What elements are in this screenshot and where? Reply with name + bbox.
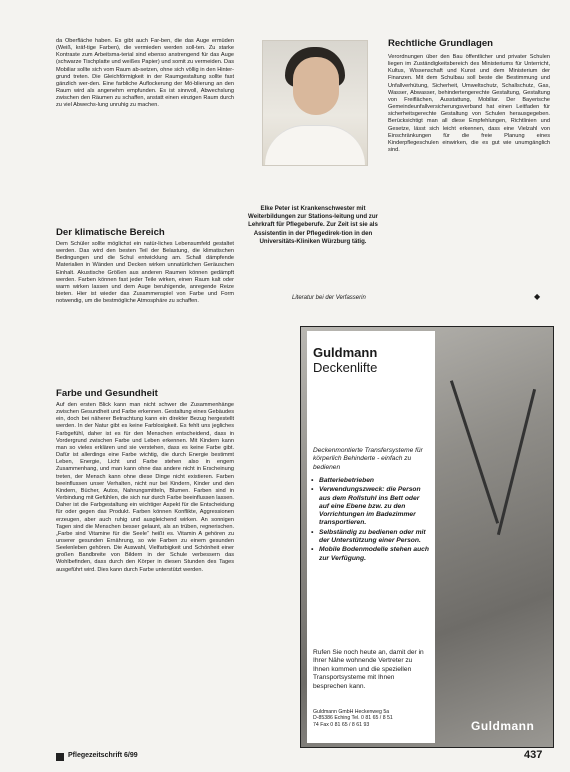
ad-bullet-text: Batteriebetrieben	[319, 477, 375, 484]
bullet-icon: •	[311, 486, 314, 494]
section-heading-klima: Der klimatische Bereich	[56, 227, 165, 238]
ad-brand-name: Guldmann	[313, 345, 378, 360]
recht-text: Verordnungen über den Bau öffentlicher und privater Schulen liegen im Zuständigkeitsbereich des Ministeriums für Unterricht, Kultus, Wissenschaft und Kunst und dem Ministerium der Finanzen. Mit dem Schulbau soll beste die Bestimmung und Unfallverhütung, Sicherheit, Umweltschutz, Schallschutz, Gas, Wasser, Abwasser, behindertengerechte Gestaltung, Gestaltung von Freiflächen, Ausstattung, Mobiliar. Der Bayerische Gemeindeunfallversicherungsverband hat einen Leitfaden für sicherheitsgerechte Gestaltung von Schulen herausgegeben. Berücksichtigt man all diese Empfehlungen, Richtlinien und Gesetze, lässt sich leicht erkennen, dass eine Vielzahl von Einschränkungen für die freie Planung eines Kinderpflegeschulen einwirken, die es gut wie unumgänglich sind.	[388, 54, 550, 154]
heading-recht-block	[388, 38, 550, 49]
photo-shirt	[265, 125, 365, 166]
ad-address: Guldmann GmbH Heckenweg 5a D-85386 Eching Tel. 0 81 65 / 8 51 74 Fax 0 81 65 / 8 61 93	[313, 709, 393, 728]
literature-note: Literatur bei der Verfasserin	[292, 295, 366, 301]
footer-journal: Pflegezeitschrift 6/99	[68, 752, 138, 759]
farbe-text: Auf den ersten Blick kann man nicht schwer die Zusammenhänge zwischen Gesundheit und Farbe erkennen. Gestaltung eines Gebäudes ein, doch bei näherer Betrachtung kann ein direkter Bezug hergestellt werden. In der Natur gibt es keine Farblosigkeit. Es fehlt uns jegliches Farbgefühl, daher ist es für den Menschen entscheidend, dass in Vordergrund zwischen Farbe und Leben erkennen. Mit Kindern kann man so vieles erklären und sie verstehen, dass es keine Farbe gibt. Dafür ist allerdings eine Farbe wichtig, die durch Energie bestimmt Leben, Energie, Licht und Farbe stehen also in engem Zusammenhang, und man kann ohne das andere nicht in Erscheinung treten, der Mensch kann ohne diese Dinge nicht existieren. Farben beeinflussen unser Verhalten, nicht nur bei Kindern, Kinder und den Kindern, Bücher, Autos, Nahrungsmitteln, Blumen. Farben sind in Verbindung mit Gefühlen, die sich nur durch Farbe beeinflussen lassen. Daher ist die Farbgestaltung ein wichtiger Aspekt für die Entscheidung für oder gegen das Produkt. Farben können Konflikte, Aggressionen erzeugen, aber auch ruhig und ausgleichend wirken. An sonnigen Tagen sind die Menschen besser gelaunt, als an trüben, regnerischen. „Farbe sind Vitamine für die Seele“ heißt es. Vitamin A gehören zu unserer gesunden Ernährung, so wie Farben zu einem gesunden Seelenleben gehören. Die Auswahl, Vielfarbigkeit und Schönheit einer großen Bandbreite von Bildern in der Schule verbessern das Wohlbefinden, dass durch den Körper in diesen Stunden des Tages ausgeführt wird. Dies kann durch Farbe unterstützt werden.	[56, 402, 234, 573]
klima-text: Dem Schüler sollte möglichst ein natür-liches Lebensumfeld gestaltet werden. Das wird den besten Teil der Belastung, die klimatischen Bedingungen und die Schul entwicklung am. Schall dämpfende Materialien in Wänden und Decken wirken unnatürlichen Geräuschen Einhalt. Akustische Größen aus anderen Raumen können gedämpft werden. Farben können fast jeder Teile wirken, einen Raum kalt oder warm wirken lassen und dem Auge beruhigende, anregende Reize bieten. Hier ist wieder das Zusammenspiel von Farbe und Form notwendig, um die bestmögliche Atmosphäre zu schaffen.	[56, 241, 234, 305]
ad-bullet-item	[311, 477, 429, 485]
ad-product-name: Deckenlifte	[313, 360, 378, 375]
intro-paragraph	[56, 38, 234, 222]
page-number: 437	[524, 749, 543, 761]
bullet-icon: •	[311, 546, 314, 554]
farbe-paragraph	[56, 402, 234, 742]
bullet-icon: •	[311, 528, 314, 536]
section-heading-farbe: Farbe und Gesundheit	[56, 388, 158, 399]
intro-text: da Oberfläche haben. Es gibt auch Far-ben, die das Auge ermüden (Weiß, kräf-tige Farben), die vermieden werden soll-ten. Zu starke Kontraste zum Arbeitsma-terial sind ebenso anstrengend für das Auge (schwarze Tischplatte und weißes Papier) und somit zu vermeiden. Das Mobiliar sollte sich vom Raum ab-setzen, ohne sich völlig in den Hinter-grund treten. Die Gleichförmigkeit in der Raumgestaltung sollte fast gänzlich wer-den. Eine farbliche Auflockerung der Mö-blierung an den Raum wird als angenehm empfunden. Es ist sinnvoll, Abwechslung zwischen den Räumen zu schaffen, anstatt einen einzigen Raum durch zu viel Abwechs-lung unruhig zu machen.	[56, 38, 234, 109]
heading-klima-block	[56, 227, 234, 238]
ad-bullet-text: Selbständig zu bedienen oder mit der Unterstützung einer Person.	[319, 528, 426, 545]
ad-bullet-text: Mobile Bodenmodelle stehen auch zur Verfügung.	[319, 546, 429, 562]
ad-bullet-item	[311, 546, 429, 563]
recht-paragraph	[388, 54, 550, 274]
author-caption: Elke Peter ist Krankenschwester mit Weiterbildungen zur Stations-leitung und zur Lehrkraft für Pflegeberufe. Zur Zeit ist sie als Assistentin in der Pflegedirek-tion in den Universitäts-Kliniken Würzburg tätig.	[248, 205, 378, 245]
heading-farbe-block	[56, 388, 234, 399]
end-mark: ◆	[534, 292, 541, 301]
footer-logo-icon	[56, 753, 64, 761]
ad-bullet-text: Verwendungszweck: die Person aus dem Rollstuhl ins Bett oder auf eine Ebene bzw. zu den Vorrichtungen im Badezimmer transportieren.	[319, 486, 421, 527]
bullet-icon: •	[311, 477, 314, 484]
author-photo	[262, 40, 368, 166]
klima-paragraph	[56, 241, 234, 371]
ad-bullet-list	[311, 477, 429, 564]
ad-bullet-item	[311, 486, 429, 527]
ad-intro-text: Deckenmontierte Transfersysteme für körperlich Behinderte - einfach zu bedienen	[313, 447, 423, 471]
photo-face	[293, 57, 339, 115]
guldmann-advertisement	[300, 326, 554, 748]
ad-call-to-action: Rufen Sie noch heute an, damit der in Ihrer Nähe wohnende Vertreter zu Ihnen kommen und die speziellen Transportsysteme mit Ihnen besprechen kann.	[313, 649, 424, 690]
ad-photo-brand: Guldmann	[471, 719, 535, 733]
section-heading-recht: Rechtliche Grundlagen	[388, 38, 494, 49]
ad-bullet-item	[311, 529, 429, 546]
